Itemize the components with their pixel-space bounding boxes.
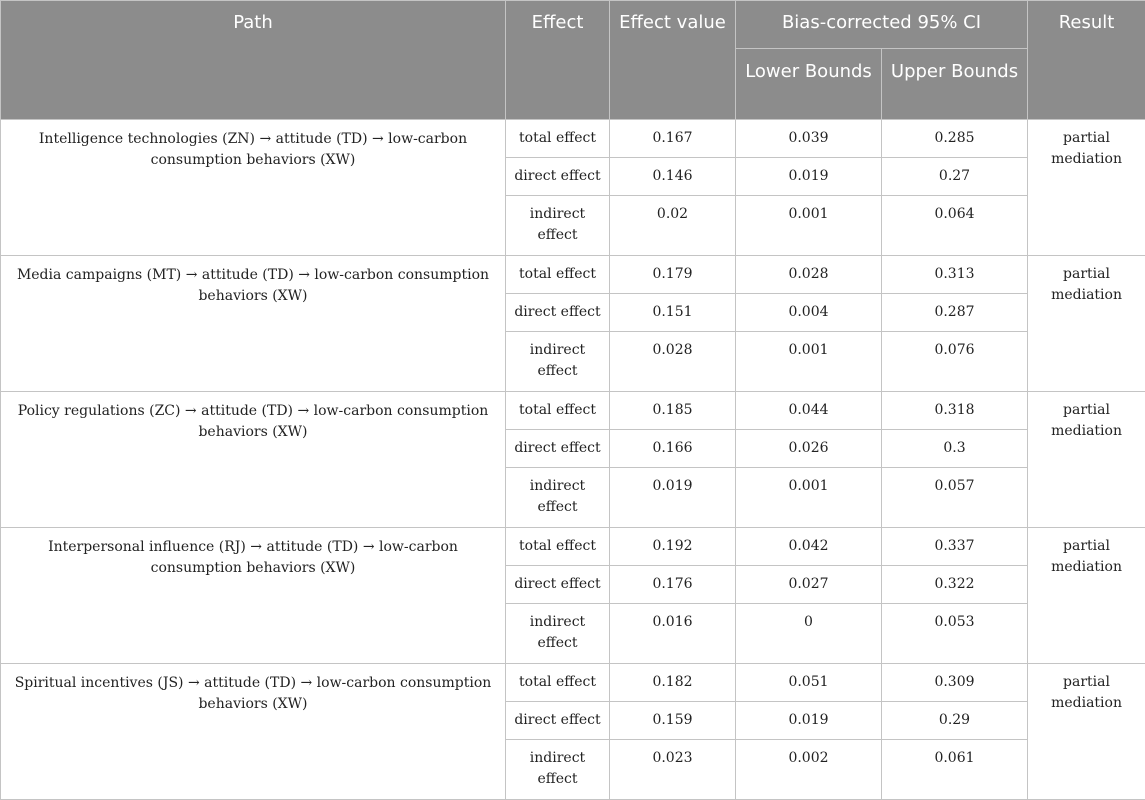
path-cell: Media campaigns (MT) → attitude (TD) → low-carbon consumption behaviors (XW) (1, 256, 506, 392)
effect-cell: total effect (506, 120, 610, 158)
effect-value-cell: 0.019 (610, 468, 736, 528)
table-row (1, 392, 1145, 430)
lower-bound-cell: 0.001 (736, 332, 882, 392)
upper-bound-cell: 0.337 (882, 528, 1028, 566)
lower-bound-cell: 0.044 (736, 392, 882, 430)
effect-value-cell: 0.159 (610, 702, 736, 740)
effect-value-cell: 0.151 (610, 294, 736, 332)
lower-bound-cell: 0.026 (736, 430, 882, 468)
upper-bound-cell: 0.064 (882, 196, 1028, 256)
lower-bound-cell: 0.001 (736, 468, 882, 528)
upper-bound-cell: 0.061 (882, 740, 1028, 800)
effect-cell: direct effect (506, 566, 610, 604)
upper-bound-cell: 0.27 (882, 158, 1028, 196)
effect-cell: direct effect (506, 702, 610, 740)
table-row (1, 664, 1145, 702)
result-cell: partial mediation (1028, 664, 1145, 800)
lower-bound-cell: 0.002 (736, 740, 882, 800)
table-header (1, 1, 1145, 120)
effect-value-cell: 0.179 (610, 256, 736, 294)
effect-value-cell: 0.023 (610, 740, 736, 800)
effect-cell: direct effect (506, 430, 610, 468)
header-effect-value: Effect value (610, 1, 736, 120)
upper-bound-cell: 0.309 (882, 664, 1028, 702)
lower-bound-cell: 0.019 (736, 158, 882, 196)
lower-bound-cell: 0.042 (736, 528, 882, 566)
lower-bound-cell: 0.001 (736, 196, 882, 256)
header-effect: Effect (506, 1, 610, 120)
table-row (1, 256, 1145, 294)
header-upper-bounds: Upper Bounds (882, 49, 1028, 120)
effect-value-cell: 0.146 (610, 158, 736, 196)
table-row (1, 120, 1145, 158)
effect-cell: indirect effect (506, 332, 610, 392)
header-path: Path (1, 1, 506, 120)
upper-bound-cell: 0.29 (882, 702, 1028, 740)
result-cell: partial mediation (1028, 392, 1145, 528)
effect-value-cell: 0.185 (610, 392, 736, 430)
path-cell: Interpersonal influence (RJ) → attitude (TD) → low-carbon consumption behaviors (XW) (1, 528, 506, 664)
table-body (1, 120, 1145, 800)
lower-bound-cell: 0.028 (736, 256, 882, 294)
effect-cell: direct effect (506, 158, 610, 196)
effect-value-cell: 0.016 (610, 604, 736, 664)
effect-cell: total effect (506, 664, 610, 702)
effect-value-cell: 0.182 (610, 664, 736, 702)
effect-value-cell: 0.192 (610, 528, 736, 566)
effect-cell: indirect effect (506, 740, 610, 800)
effect-value-cell: 0.166 (610, 430, 736, 468)
result-cell: partial mediation (1028, 528, 1145, 664)
effect-value-cell: 0.02 (610, 196, 736, 256)
effect-cell: total effect (506, 392, 610, 430)
upper-bound-cell: 0.076 (882, 332, 1028, 392)
path-cell: Intelligence technologies (ZN) → attitude (TD) → low-carbon consumption behaviors (XW) (1, 120, 506, 256)
upper-bound-cell: 0.318 (882, 392, 1028, 430)
effect-cell: total effect (506, 528, 610, 566)
upper-bound-cell: 0.313 (882, 256, 1028, 294)
effect-cell: direct effect (506, 294, 610, 332)
header-ci: Bias-corrected 95% CI (736, 1, 1028, 49)
lower-bound-cell: 0 (736, 604, 882, 664)
effect-cell: indirect effect (506, 604, 610, 664)
upper-bound-cell: 0.322 (882, 566, 1028, 604)
table-row (1, 528, 1145, 566)
result-cell: partial mediation (1028, 256, 1145, 392)
lower-bound-cell: 0.027 (736, 566, 882, 604)
header-lower-bounds: Lower Bounds (736, 49, 882, 120)
effect-cell: indirect effect (506, 468, 610, 528)
effect-cell: indirect effect (506, 196, 610, 256)
header-result: Result (1028, 1, 1145, 120)
path-cell: Policy regulations (ZC) → attitude (TD) → low-carbon consumption behaviors (XW) (1, 392, 506, 528)
effect-value-cell: 0.167 (610, 120, 736, 158)
effect-cell: total effect (506, 256, 610, 294)
lower-bound-cell: 0.004 (736, 294, 882, 332)
upper-bound-cell: 0.3 (882, 430, 1028, 468)
path-cell: Spiritual incentives (JS) → attitude (TD) → low-carbon consumption behaviors (XW) (1, 664, 506, 800)
effect-value-cell: 0.028 (610, 332, 736, 392)
effect-value-cell: 0.176 (610, 566, 736, 604)
upper-bound-cell: 0.057 (882, 468, 1028, 528)
upper-bound-cell: 0.285 (882, 120, 1028, 158)
upper-bound-cell: 0.287 (882, 294, 1028, 332)
lower-bound-cell: 0.051 (736, 664, 882, 702)
lower-bound-cell: 0.019 (736, 702, 882, 740)
lower-bound-cell: 0.039 (736, 120, 882, 158)
result-cell: partial mediation (1028, 120, 1145, 256)
upper-bound-cell: 0.053 (882, 604, 1028, 664)
